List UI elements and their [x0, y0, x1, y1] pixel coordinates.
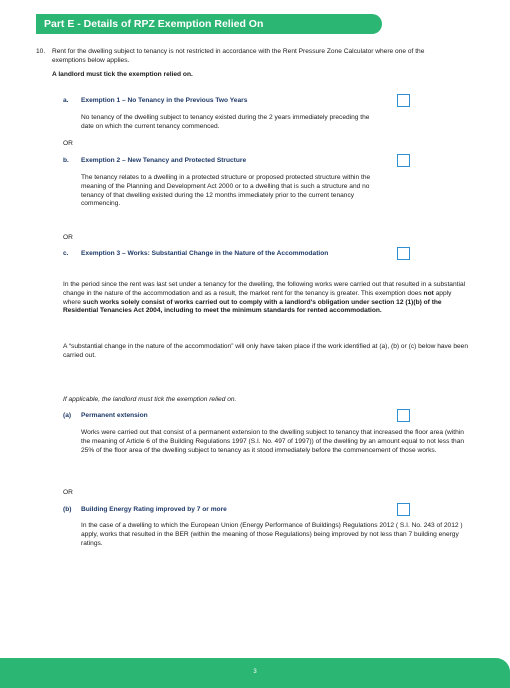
sub-item-b-checkbox[interactable] — [397, 503, 410, 516]
works-paragraph: In the period since the rent was last set under a tenancy for the dwelling, the following works were carried out that resulted in a substantial change in the nature of the accommodation and as a result, the market rent for the tenancy is greater. This exemption does not apply where such works solely consist of works carried out to comply with a landlord's obligation under section 12 (1)(b) of the Residential Tenancies Act 2004, including to meet the minimum standards for rented accommodation. — [63, 281, 466, 315]
sub-item-b-letter: (b) — [63, 506, 72, 513]
question-number: 10. — [36, 48, 46, 55]
exemption-b-letter: b. — [63, 157, 69, 164]
substantial-change-note: A “substantial change in the nature of the accommodation” will only have taken place if the work identified at (a), (b) or (c) below have been carried out. — [63, 343, 469, 359]
page-number: 3 — [253, 669, 257, 675]
exemption-a-title: Exemption 1 – No Tenancy in the Previous Two Years — [81, 97, 248, 104]
exemption-c-title: Exemption 3 – Works: Substantial Change in the Nature of the Accommodation — [81, 250, 329, 257]
sub-item-a-title: Permanent extension — [81, 412, 148, 419]
exemption-c-checkbox[interactable] — [397, 247, 410, 260]
sub-item-a-letter: (a) — [63, 412, 72, 419]
exemption-c-letter: c. — [63, 250, 69, 257]
sub-item-a-body: Works were carried out that consist of a permanent extension to the dwelling subject to tenancy that increased the floor area (within the meaning of Article 6 of the Building Regulations 1997 (S.I. No. 497 of 1997)) of the dwelling by an amount equal to not less than 25% of the floor area of the dwelling subject to tenancy as it stood immediately before the commencement of those works. — [81, 429, 465, 454]
exemption-b-title: Exemption 2 – New Tenancy and Protected Structure — [81, 157, 247, 164]
sub-item-a-checkbox[interactable] — [397, 409, 410, 422]
exemption-a-body: No tenancy of the dwelling subject to tenancy existed during the 2 years immediately preceding the date on which the current tenancy commenced. — [81, 114, 370, 130]
exemption-a-checkbox[interactable] — [397, 94, 410, 107]
or-divider: OR — [63, 489, 73, 496]
works-instruction: If applicable, the landlord must tick the exemption relied on. — [63, 396, 237, 403]
sub-item-b-title: Building Energy Rating improved by 7 or more — [81, 506, 227, 513]
sub-item-b-body: In the case of a dwelling to which the European Union (Energy Performance of Buildings) Regulations 2012 ( S.I. No. 243 of 2012 ) apply, works that resulted in the BER (within the meaning of those Regulations) being improved by not less than 7 building energy ratings. — [81, 522, 463, 547]
or-divider: OR — [63, 140, 73, 147]
question-intro: Rent for the dwelling subject to tenancy is not restricted in accordance with the Rent Pressure Zone Calculator where one of the exemptions below applies. — [52, 48, 425, 64]
page-footer — [0, 658, 510, 688]
exemption-a-letter: a. — [63, 97, 69, 104]
section-header: Part E - Details of RPZ Exemption Relied On — [36, 14, 382, 34]
exemption-b-body: The tenancy relates to a dwelling in a protected structure or proposed protected structure within the meaning of the Planning and Development Act 2000 or to a dwelling that is such a structure and no tenancy of that dwelling existed during the 12 months immediately prior to the current tenancy commencing. — [81, 174, 371, 208]
question-instruction: A landlord must tick the exemption relied on. — [52, 71, 193, 78]
or-divider: OR — [63, 234, 73, 241]
exemption-b-checkbox[interactable] — [397, 154, 410, 167]
